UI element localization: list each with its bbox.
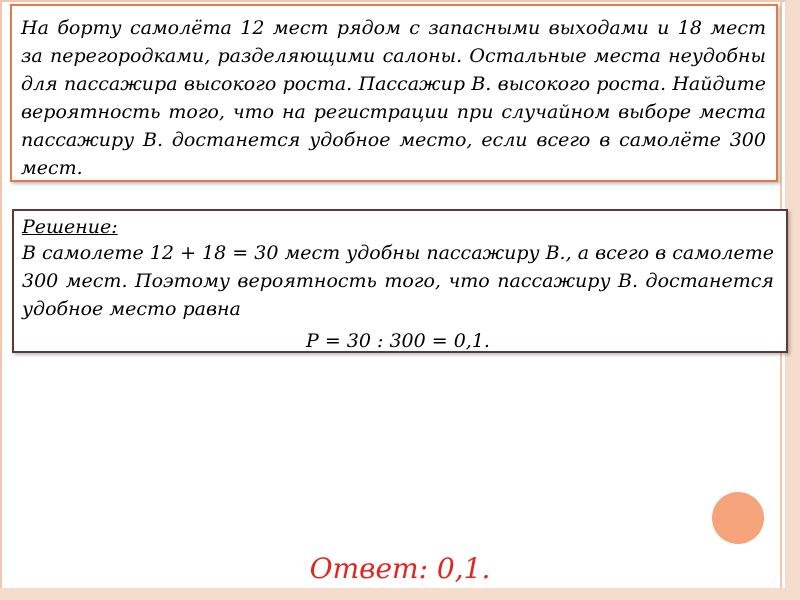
solution-text: В самолете 12 + 18 = 30 мест удобны пассажиру В., а всего в самолете 300 мест. Поэтому вероятность того, что пассажиру В. достанется удобное место равна <box>22 242 774 320</box>
answer-text: Ответ: 0,1. <box>309 552 491 585</box>
decorative-bottom-bar <box>0 588 800 600</box>
solution-formula: P = 30 : 300 = 0,1. <box>306 330 490 352</box>
solution-box <box>12 209 788 353</box>
problem-text: На борту самолёта 12 мест рядом с запасными выходами и 18 мест за перегородками, разделяющими салоны. Остальные места неудобны для пассажира высокого роста. Пассажир В. высокого роста. Найдите вероятность того, что на регистрации при случайном выборе места пассажиру В. достанется удобное место, если всего в самолёте 300 мест. <box>21 17 766 179</box>
decorative-circle <box>712 492 764 544</box>
problem-box <box>10 4 778 182</box>
solution-heading: Решение: <box>22 216 118 238</box>
